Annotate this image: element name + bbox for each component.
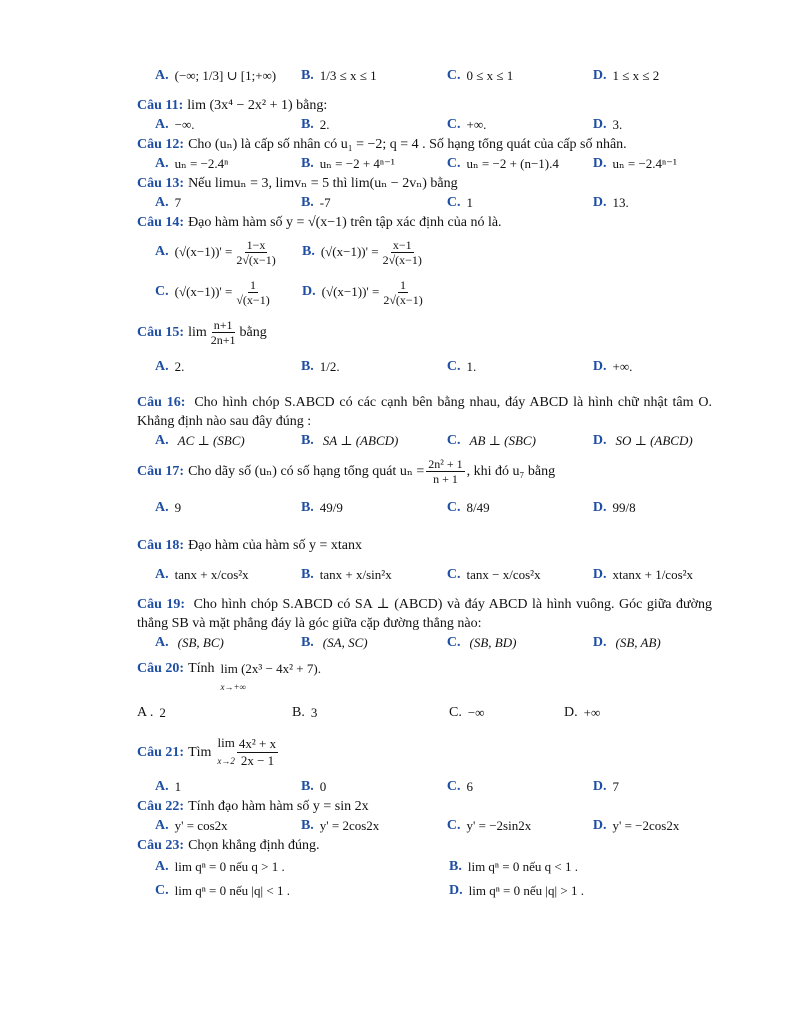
option-label: B. bbox=[302, 244, 315, 259]
option-c[interactable] bbox=[155, 278, 302, 307]
option-label: A. bbox=[155, 117, 169, 132]
denominator: 2√(x−1) bbox=[236, 252, 276, 267]
q10-options bbox=[137, 56, 712, 96]
option-c[interactable] bbox=[447, 567, 593, 583]
option-label: C. bbox=[446, 156, 461, 171]
question-text: lim (3x⁴ − 2x² + 1) bằng: bbox=[187, 98, 328, 113]
question-text: bằng bbox=[239, 325, 267, 340]
option-d[interactable] bbox=[593, 567, 712, 583]
option-label: D. bbox=[592, 68, 607, 83]
option-value: uₙ = −2 + (n−1).4 bbox=[466, 156, 559, 171]
option-label: D. bbox=[449, 883, 463, 898]
question-number: Câu 16: bbox=[137, 395, 186, 410]
option-label: A. bbox=[155, 195, 169, 210]
option-label: C. bbox=[446, 779, 461, 794]
option-c[interactable] bbox=[447, 156, 593, 172]
option-label: D. bbox=[302, 284, 316, 299]
option-label: C. bbox=[446, 635, 461, 650]
option-a[interactable] bbox=[155, 635, 301, 651]
option-label: C. bbox=[449, 705, 462, 720]
option-d[interactable] bbox=[593, 500, 712, 516]
limit-symbol: lim bbox=[188, 325, 207, 340]
option-value: y' = −2cos2x bbox=[612, 818, 680, 833]
option-value: lim qⁿ = 0 nếu q < 1 . bbox=[467, 859, 578, 874]
question-11 bbox=[137, 96, 712, 135]
option-value: lim qⁿ = 0 nếu |q| > 1 . bbox=[468, 883, 584, 898]
option-value: 0 ≤ x ≤ 1 bbox=[466, 68, 514, 83]
option-label: B. bbox=[300, 779, 314, 794]
option-label: A. bbox=[155, 244, 169, 259]
option-c[interactable] bbox=[447, 635, 593, 651]
question-number: Câu 22: bbox=[137, 799, 185, 814]
option-b[interactable] bbox=[301, 156, 447, 172]
question-number: Câu 19: bbox=[137, 597, 186, 612]
option-a[interactable] bbox=[155, 156, 301, 172]
option-value: 1/3 ≤ x ≤ 1 bbox=[319, 68, 377, 83]
option-value: y' = cos2x bbox=[174, 818, 228, 833]
option-a[interactable] bbox=[155, 818, 301, 834]
option-label: C. bbox=[446, 567, 461, 582]
option-prefix: (√(x−1))' = bbox=[320, 244, 379, 259]
option-d[interactable] bbox=[593, 433, 712, 449]
option-c[interactable] bbox=[449, 705, 564, 721]
q10-option-a[interactable] bbox=[155, 68, 301, 84]
option-label: D. bbox=[592, 359, 607, 374]
option-b[interactable] bbox=[301, 635, 447, 651]
numerator: 1 bbox=[250, 277, 257, 292]
option-label: D. bbox=[592, 818, 607, 833]
option-value: 6 bbox=[466, 779, 474, 794]
denominator: 2x − 1 bbox=[240, 752, 275, 768]
limit-symbol bbox=[217, 733, 235, 771]
question-12 bbox=[137, 135, 712, 174]
option-label: B. bbox=[449, 859, 462, 874]
option-label: C. bbox=[446, 195, 461, 210]
fraction bbox=[381, 238, 424, 267]
option-value: 7 bbox=[612, 779, 619, 794]
option-label: D. bbox=[592, 156, 607, 171]
option-a[interactable] bbox=[155, 500, 301, 516]
option-value: 2 bbox=[159, 705, 166, 720]
option-label: B. bbox=[300, 117, 314, 132]
option-value: SA ⊥ (ABCD) bbox=[322, 433, 399, 448]
option-value: 13. bbox=[612, 195, 629, 210]
question-number: Câu 21: bbox=[137, 744, 185, 760]
option-value: tanx − x/cos²x bbox=[466, 567, 541, 582]
fraction bbox=[237, 736, 278, 769]
option-a[interactable] bbox=[155, 859, 449, 875]
option-b[interactable] bbox=[302, 238, 449, 267]
option-label: A. bbox=[155, 635, 169, 650]
option-c[interactable] bbox=[447, 500, 593, 516]
option-value: 99/8 bbox=[612, 500, 636, 515]
option-a[interactable] bbox=[155, 195, 301, 211]
option-label: A. bbox=[155, 818, 169, 833]
option-value: 1. bbox=[466, 359, 477, 374]
option-c[interactable] bbox=[447, 195, 593, 211]
fraction bbox=[381, 278, 424, 307]
question-18 bbox=[137, 536, 712, 595]
option-b[interactable] bbox=[292, 705, 449, 721]
option-label: A. bbox=[155, 433, 169, 448]
option-label: A. bbox=[155, 500, 169, 515]
option-label: C. bbox=[155, 883, 169, 898]
option-b[interactable] bbox=[301, 359, 447, 375]
option-a[interactable] bbox=[155, 567, 301, 583]
option-a[interactable] bbox=[155, 433, 301, 449]
option-label: C. bbox=[446, 433, 461, 448]
option-value: 1 ≤ x ≤ 2 bbox=[612, 68, 660, 83]
option-value: 3. bbox=[612, 117, 623, 132]
fraction bbox=[426, 457, 464, 486]
option-value: (−∞; 1/3] ∪ [1;+∞) bbox=[174, 68, 277, 83]
option-label: C. bbox=[446, 359, 461, 374]
option-value: 2. bbox=[319, 117, 330, 132]
numerator: 2n² + 1 bbox=[428, 457, 463, 471]
question-23 bbox=[137, 836, 712, 903]
option-a[interactable] bbox=[155, 117, 301, 133]
option-value: lim qⁿ = 0 nếu q > 1 . bbox=[174, 859, 285, 874]
option-label: A. bbox=[155, 359, 169, 374]
option-label: D. bbox=[592, 635, 607, 650]
option-value: uₙ = −2 + 4ⁿ⁻¹ bbox=[319, 156, 395, 171]
option-value: 1 bbox=[466, 195, 474, 210]
option-label: B. bbox=[300, 818, 314, 833]
option-value: 49/9 bbox=[319, 500, 343, 515]
option-label: C. bbox=[446, 818, 461, 833]
question-text: Cho hình chóp S.ABCD có các cạnh bên bằng nhau, đáy ABCD là hình chữ nhật tâm O. Khẳng định nào sau đây đúng : bbox=[137, 395, 713, 429]
denominator: 2√(x−1) bbox=[383, 292, 423, 307]
question-14 bbox=[137, 213, 712, 312]
option-d[interactable] bbox=[449, 883, 699, 899]
question-number: Câu 14: bbox=[137, 215, 185, 230]
option-value: +∞ bbox=[583, 705, 601, 720]
option-d[interactable] bbox=[564, 705, 684, 721]
option-value: SO ⊥ (ABCD) bbox=[615, 433, 693, 448]
q10-option-c[interactable] bbox=[447, 68, 593, 84]
question-text: Cho hình chóp S.ABCD có SA ⊥ (ABCD) và đáy ABCD là hình vuông. Góc giữa đường thẳng SB và mặt phẳng đáy là góc giữa cặp đường thẳng nào: bbox=[137, 597, 713, 631]
option-label: D. bbox=[592, 567, 607, 582]
option-label: B. bbox=[300, 359, 314, 374]
option-value: tanx + x/sin²x bbox=[319, 567, 392, 582]
option-label: A . bbox=[137, 705, 154, 720]
option-label: B. bbox=[292, 705, 305, 720]
option-label: B. bbox=[300, 635, 314, 650]
question-text-wrap bbox=[137, 393, 712, 431]
option-value: (SB, AB) bbox=[615, 635, 661, 650]
question-text: Cho dãy số (uₙ) có số hạng tổng quát uₙ = bbox=[188, 464, 425, 479]
option-prefix: (√(x−1))' = bbox=[174, 284, 233, 299]
option-label: D. bbox=[564, 705, 578, 720]
option-value: −∞ bbox=[467, 705, 485, 720]
option-b[interactable] bbox=[449, 859, 699, 875]
option-b[interactable] bbox=[301, 779, 447, 795]
option-d[interactable] bbox=[593, 117, 712, 133]
question-text: Nếu limuₙ = 3, limvₙ = 5 thì lim(uₙ − 2vₙ) bằng bbox=[188, 176, 458, 191]
option-value: (SB, BD) bbox=[469, 635, 517, 650]
option-label: D. bbox=[592, 779, 607, 794]
option-a[interactable] bbox=[155, 359, 301, 375]
option-c[interactable] bbox=[155, 883, 449, 899]
question-text: Chọn khẳng định đúng. bbox=[188, 838, 320, 853]
option-prefix: (√(x−1))' = bbox=[321, 284, 380, 299]
option-value: xtanx + 1/cos²x bbox=[612, 567, 694, 582]
question-text-tail: , khi đó u₇ bằng bbox=[466, 464, 556, 479]
option-c[interactable] bbox=[447, 117, 593, 133]
denominator: √(x−1) bbox=[236, 292, 270, 307]
option-value: uₙ = −2.4ⁿ bbox=[174, 156, 229, 171]
fraction bbox=[234, 238, 277, 267]
q10-option-b[interactable] bbox=[301, 68, 447, 84]
question-number: Câu 11: bbox=[137, 98, 184, 113]
question-number: Câu 17: bbox=[137, 464, 185, 479]
option-c[interactable] bbox=[447, 779, 593, 795]
question-number: Câu 15: bbox=[137, 325, 185, 340]
option-value: tanx + x/cos²x bbox=[174, 567, 249, 582]
option-label: D. bbox=[592, 117, 607, 132]
option-label: B. bbox=[300, 433, 314, 448]
question-22 bbox=[137, 797, 712, 836]
option-label: D. bbox=[592, 195, 607, 210]
option-label: A. bbox=[155, 68, 169, 83]
option-label: D. bbox=[592, 433, 607, 448]
option-a[interactable] bbox=[155, 238, 302, 267]
numerator: 4x² + x bbox=[238, 735, 277, 751]
denominator: 2√(x−1) bbox=[382, 252, 422, 267]
option-value: y' = 2cos2x bbox=[319, 818, 380, 833]
option-value: -7 bbox=[319, 195, 331, 210]
option-b[interactable] bbox=[301, 117, 447, 133]
option-b[interactable] bbox=[301, 500, 447, 516]
numerator: 1 bbox=[400, 277, 407, 292]
question-number: Câu 18: bbox=[137, 538, 185, 553]
limit-body: lim (2x³ − 4x² + 7). bbox=[220, 661, 321, 676]
question-text: Tìm bbox=[188, 744, 212, 760]
option-label: B. bbox=[300, 500, 314, 515]
option-value: +∞. bbox=[612, 359, 633, 374]
question-number: Câu 13: bbox=[137, 176, 185, 191]
numerator: n+1 bbox=[213, 318, 233, 332]
option-label: B. bbox=[300, 68, 314, 83]
question-number: Câu 23: bbox=[137, 838, 185, 853]
option-value: y' = −2sin2x bbox=[466, 818, 532, 833]
option-value: 1/2. bbox=[319, 359, 340, 374]
question-text: Tính bbox=[188, 661, 215, 676]
option-b[interactable] bbox=[301, 433, 447, 449]
option-label: C. bbox=[155, 284, 169, 299]
option-c[interactable] bbox=[447, 433, 593, 449]
option-value: 0 bbox=[319, 779, 327, 794]
option-value: AB ⊥ (SBC) bbox=[469, 433, 536, 448]
limit-word: lim bbox=[217, 735, 235, 750]
option-value: AC ⊥ (SBC) bbox=[177, 433, 245, 448]
limit-expression bbox=[221, 659, 321, 697]
denominator: n + 1 bbox=[433, 472, 458, 486]
limit-subscript: x→+∞ bbox=[220, 682, 246, 692]
option-label: A. bbox=[155, 859, 169, 874]
option-d[interactable] bbox=[593, 359, 712, 375]
option-d[interactable] bbox=[302, 278, 449, 307]
option-c[interactable] bbox=[447, 818, 593, 834]
option-label: B. bbox=[300, 567, 314, 582]
question-text: Tính đạo hàm hàm số y = sin 2x bbox=[188, 799, 369, 814]
question-17 bbox=[137, 457, 712, 530]
option-value: 1 bbox=[174, 779, 182, 794]
option-label: B. bbox=[300, 195, 314, 210]
option-b[interactable] bbox=[301, 195, 447, 211]
option-label: C. bbox=[446, 68, 461, 83]
fraction bbox=[234, 278, 271, 307]
option-b[interactable] bbox=[301, 567, 447, 583]
question-text-wrap bbox=[137, 595, 712, 633]
option-value: (SB, BC) bbox=[177, 635, 224, 650]
option-label: A. bbox=[155, 779, 169, 794]
option-label: C. bbox=[446, 117, 461, 132]
numerator: x−1 bbox=[392, 237, 412, 252]
question-text: Cho (uₙ) là cấp số nhân có u₁ = −2; q = 4 . Số hạng tổng quát của cấp số nhân. bbox=[188, 137, 627, 152]
option-d[interactable] bbox=[593, 779, 712, 795]
option-value: 8/49 bbox=[466, 500, 490, 515]
question-15 bbox=[137, 318, 712, 387]
question-number: Câu 20: bbox=[137, 661, 185, 676]
question-16 bbox=[137, 393, 712, 451]
option-d[interactable] bbox=[593, 818, 712, 834]
option-value: uₙ = −2.4ⁿ⁻¹ bbox=[612, 156, 677, 171]
option-d[interactable] bbox=[593, 156, 712, 172]
option-value: 3 bbox=[310, 705, 318, 720]
numerator: 1−x bbox=[246, 237, 266, 252]
option-label: B. bbox=[300, 156, 314, 171]
q10-option-d[interactable] bbox=[593, 68, 712, 84]
option-value: 7 bbox=[174, 195, 182, 210]
option-prefix: (√(x−1))' = bbox=[174, 244, 233, 259]
question-19 bbox=[137, 595, 712, 653]
option-label: D. bbox=[592, 500, 607, 515]
option-value: 9 bbox=[174, 500, 182, 515]
question-13 bbox=[137, 174, 712, 213]
denominator: 2n+1 bbox=[210, 333, 236, 347]
exam-page bbox=[137, 56, 712, 903]
option-value: −∞. bbox=[174, 117, 195, 132]
option-value: lim qⁿ = 0 nếu |q| < 1 . bbox=[174, 883, 290, 898]
question-text: Đạo hàm của hàm số y = xtanx bbox=[188, 538, 362, 553]
option-b[interactable] bbox=[301, 818, 447, 834]
limit-subscript: x→2 bbox=[217, 756, 235, 766]
option-a[interactable] bbox=[137, 705, 292, 721]
option-d[interactable] bbox=[593, 195, 712, 211]
question-20 bbox=[137, 659, 712, 723]
fraction bbox=[209, 318, 238, 347]
option-label: C. bbox=[446, 500, 461, 515]
option-value: (SA, SC) bbox=[322, 635, 368, 650]
question-21 bbox=[137, 733, 712, 797]
option-d[interactable] bbox=[593, 635, 712, 651]
option-label: A. bbox=[155, 156, 169, 171]
option-value: +∞. bbox=[466, 117, 487, 132]
option-c[interactable] bbox=[447, 359, 593, 375]
option-value: 2. bbox=[174, 359, 185, 374]
question-text: Đạo hàm hàm số y = √(x−1) trên tập xác định của nó là. bbox=[188, 215, 502, 230]
option-label: A. bbox=[155, 567, 169, 582]
question-number: Câu 12: bbox=[137, 137, 185, 152]
option-a[interactable] bbox=[155, 779, 301, 795]
